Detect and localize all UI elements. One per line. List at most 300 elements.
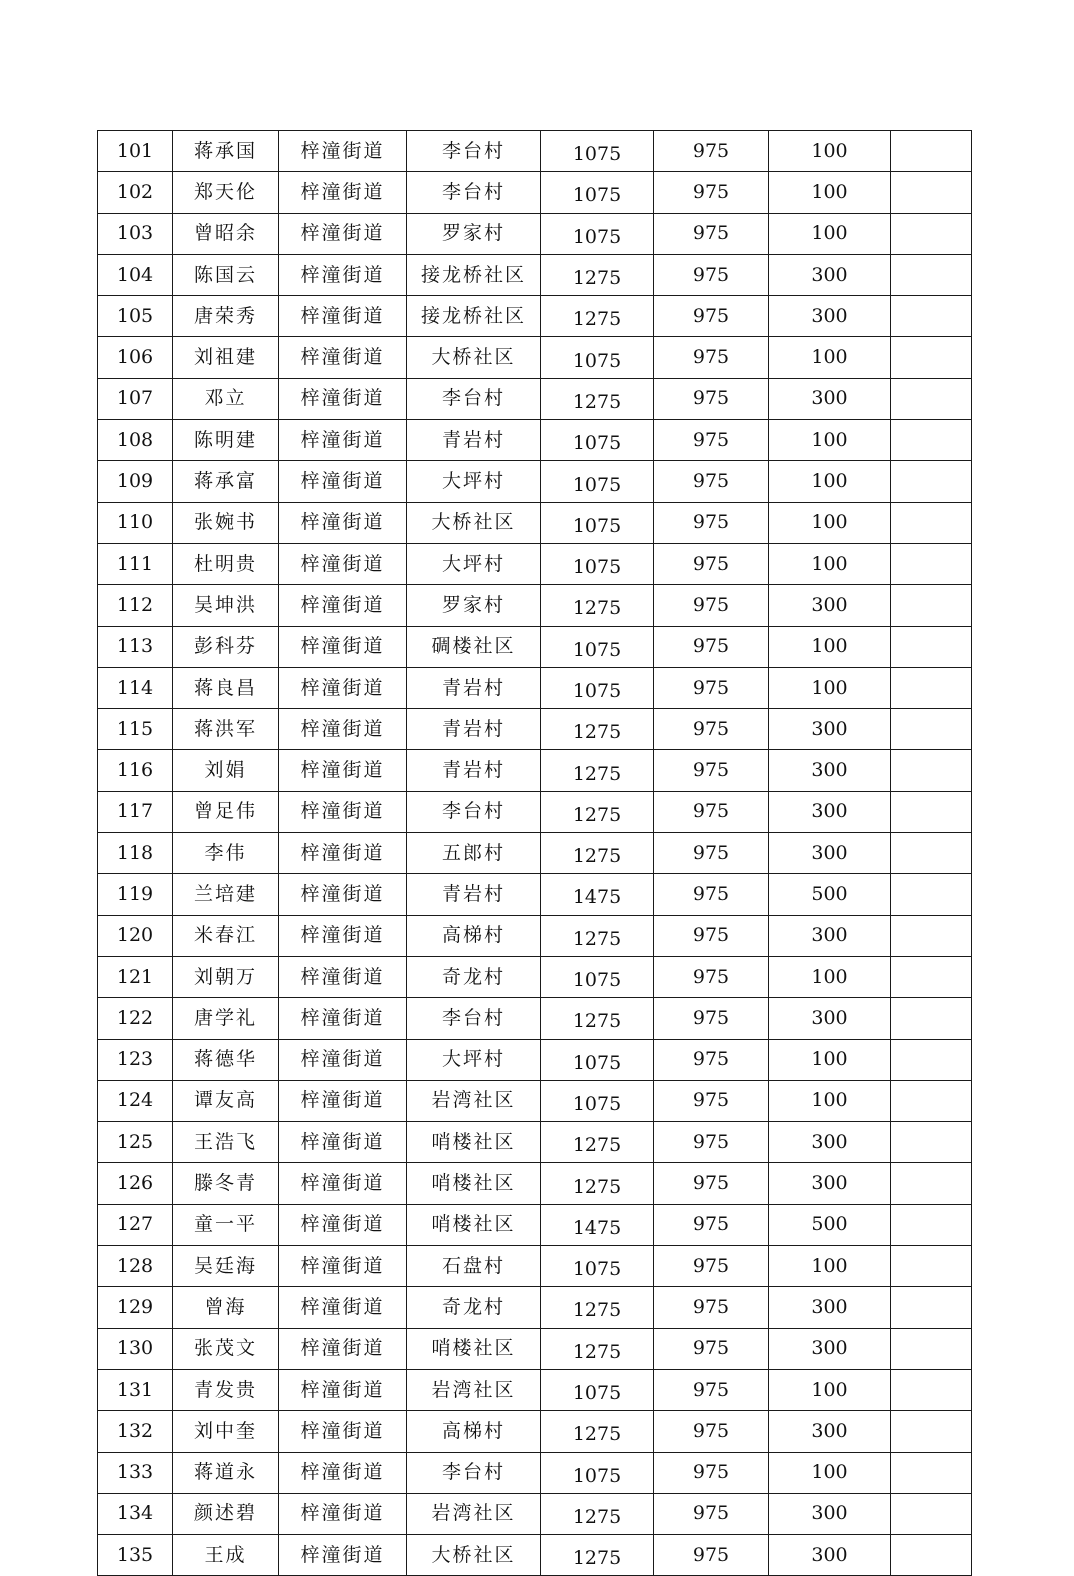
remark-cell (891, 1122, 972, 1163)
total-cell: 1275 (541, 1535, 654, 1576)
name-cell: 颜述碧 (173, 1493, 279, 1534)
roster-table (97, 130, 972, 1576)
index-cell: 127 (98, 1204, 173, 1245)
extra-cell: 300 (769, 1535, 891, 1576)
total-cell: 1075 (541, 420, 654, 461)
table-row (98, 461, 972, 502)
index-cell: 126 (98, 1163, 173, 1204)
base-cell: 975 (654, 1163, 769, 1204)
street-cell: 梓潼街道 (279, 172, 407, 213)
extra-cell: 100 (769, 956, 891, 997)
total-cell: 1275 (541, 750, 654, 791)
remark-cell (891, 1246, 972, 1287)
name-cell: 邓立 (173, 378, 279, 419)
village-cell: 高梯村 (407, 915, 541, 956)
index-cell: 109 (98, 461, 173, 502)
index-cell: 113 (98, 626, 173, 667)
total-cell: 1075 (541, 1080, 654, 1121)
base-cell: 975 (654, 667, 769, 708)
village-cell: 接龙桥社区 (407, 296, 541, 337)
table-row (98, 585, 972, 626)
base-cell: 975 (654, 1328, 769, 1369)
index-cell: 108 (98, 420, 173, 461)
base-cell: 975 (654, 1039, 769, 1080)
name-cell: 陈国云 (173, 254, 279, 295)
village-cell: 岩湾社区 (407, 1369, 541, 1410)
name-cell: 蒋洪军 (173, 709, 279, 750)
extra-cell: 100 (769, 502, 891, 543)
name-cell: 张茂文 (173, 1328, 279, 1369)
village-cell: 青岩村 (407, 667, 541, 708)
street-cell: 梓潼街道 (279, 956, 407, 997)
village-cell: 李台村 (407, 1452, 541, 1493)
table-row (98, 1287, 972, 1328)
remark-cell (891, 626, 972, 667)
street-cell: 梓潼街道 (279, 750, 407, 791)
remark-cell (891, 1287, 972, 1328)
base-cell: 975 (654, 337, 769, 378)
village-cell: 青岩村 (407, 874, 541, 915)
table-row (98, 1080, 972, 1121)
street-cell: 梓潼街道 (279, 1535, 407, 1576)
extra-cell: 100 (769, 213, 891, 254)
remark-cell (891, 709, 972, 750)
total-cell: 1075 (541, 626, 654, 667)
table-row (98, 1452, 972, 1493)
base-cell: 975 (654, 420, 769, 461)
name-cell: 曾昭余 (173, 213, 279, 254)
table-row (98, 502, 972, 543)
village-cell: 岩湾社区 (407, 1493, 541, 1534)
name-cell: 兰培建 (173, 874, 279, 915)
base-cell: 975 (654, 833, 769, 874)
table-body (98, 131, 972, 1576)
total-cell: 1075 (541, 131, 654, 172)
name-cell: 谭友高 (173, 1080, 279, 1121)
total-cell: 1075 (541, 956, 654, 997)
name-cell: 曾足伟 (173, 791, 279, 832)
village-cell: 青岩村 (407, 750, 541, 791)
base-cell: 975 (654, 172, 769, 213)
name-cell: 蒋良昌 (173, 667, 279, 708)
total-cell: 1275 (541, 1122, 654, 1163)
village-cell: 青岩村 (407, 420, 541, 461)
table-row (98, 709, 972, 750)
table-row (98, 1535, 972, 1576)
street-cell: 梓潼街道 (279, 998, 407, 1039)
remark-cell (891, 833, 972, 874)
extra-cell: 100 (769, 337, 891, 378)
total-cell: 1275 (541, 915, 654, 956)
table-row (98, 1493, 972, 1534)
table-row (98, 1246, 972, 1287)
index-cell: 118 (98, 833, 173, 874)
index-cell: 132 (98, 1411, 173, 1452)
extra-cell: 100 (769, 626, 891, 667)
base-cell: 975 (654, 543, 769, 584)
table-row (98, 1328, 972, 1369)
total-cell: 1075 (541, 543, 654, 584)
remark-cell (891, 585, 972, 626)
remark-cell (891, 543, 972, 584)
remark-cell (891, 378, 972, 419)
village-cell: 哨楼社区 (407, 1204, 541, 1245)
name-cell: 王浩飞 (173, 1122, 279, 1163)
total-cell: 1075 (541, 213, 654, 254)
total-cell: 1075 (541, 1452, 654, 1493)
base-cell: 975 (654, 750, 769, 791)
village-cell: 哨楼社区 (407, 1122, 541, 1163)
extra-cell: 100 (769, 543, 891, 584)
remark-cell (891, 131, 972, 172)
name-cell: 彭科芬 (173, 626, 279, 667)
total-cell: 1275 (541, 998, 654, 1039)
village-cell: 大坪村 (407, 543, 541, 584)
remark-cell (891, 874, 972, 915)
street-cell: 梓潼街道 (279, 915, 407, 956)
base-cell: 975 (654, 1246, 769, 1287)
total-cell: 1275 (541, 1163, 654, 1204)
index-cell: 122 (98, 998, 173, 1039)
base-cell: 975 (654, 254, 769, 295)
index-cell: 125 (98, 1122, 173, 1163)
base-cell: 975 (654, 1411, 769, 1452)
extra-cell: 300 (769, 833, 891, 874)
table-row (98, 420, 972, 461)
table-row (98, 1411, 972, 1452)
extra-cell: 100 (769, 1039, 891, 1080)
name-cell: 张婉书 (173, 502, 279, 543)
table-row (98, 1163, 972, 1204)
index-cell: 121 (98, 956, 173, 997)
base-cell: 975 (654, 915, 769, 956)
total-cell: 1275 (541, 833, 654, 874)
base-cell: 975 (654, 1080, 769, 1121)
table-row (98, 337, 972, 378)
remark-cell (891, 213, 972, 254)
table-row (98, 172, 972, 213)
remark-cell (891, 1411, 972, 1452)
base-cell: 975 (654, 213, 769, 254)
total-cell: 1475 (541, 1204, 654, 1245)
village-cell: 五郎村 (407, 833, 541, 874)
remark-cell (891, 1080, 972, 1121)
total-cell: 1075 (541, 1246, 654, 1287)
total-cell: 1075 (541, 337, 654, 378)
index-cell: 101 (98, 131, 173, 172)
extra-cell: 100 (769, 1369, 891, 1410)
village-cell: 李台村 (407, 998, 541, 1039)
extra-cell: 300 (769, 709, 891, 750)
village-cell: 碉楼社区 (407, 626, 541, 667)
extra-cell: 300 (769, 791, 891, 832)
name-cell: 刘娟 (173, 750, 279, 791)
village-cell: 大桥社区 (407, 1535, 541, 1576)
total-cell: 1275 (541, 378, 654, 419)
total-cell: 1275 (541, 1328, 654, 1369)
index-cell: 107 (98, 378, 173, 419)
remark-cell (891, 296, 972, 337)
remark-cell (891, 420, 972, 461)
index-cell: 123 (98, 1039, 173, 1080)
table-row (98, 1122, 972, 1163)
table-row (98, 667, 972, 708)
village-cell: 哨楼社区 (407, 1163, 541, 1204)
name-cell: 杜明贵 (173, 543, 279, 584)
index-cell: 106 (98, 337, 173, 378)
index-cell: 131 (98, 1369, 173, 1410)
street-cell: 梓潼街道 (279, 1411, 407, 1452)
index-cell: 128 (98, 1246, 173, 1287)
street-cell: 梓潼街道 (279, 833, 407, 874)
remark-cell (891, 1328, 972, 1369)
extra-cell: 300 (769, 915, 891, 956)
village-cell: 李台村 (407, 791, 541, 832)
base-cell: 975 (654, 998, 769, 1039)
extra-cell: 300 (769, 998, 891, 1039)
name-cell: 青发贵 (173, 1369, 279, 1410)
index-cell: 102 (98, 172, 173, 213)
remark-cell (891, 791, 972, 832)
extra-cell: 300 (769, 1122, 891, 1163)
street-cell: 梓潼街道 (279, 709, 407, 750)
name-cell: 郑天伦 (173, 172, 279, 213)
table-row (98, 213, 972, 254)
name-cell: 曾海 (173, 1287, 279, 1328)
remark-cell (891, 1163, 972, 1204)
village-cell: 哨楼社区 (407, 1328, 541, 1369)
index-cell: 124 (98, 1080, 173, 1121)
table-row (98, 915, 972, 956)
remark-cell (891, 1369, 972, 1410)
street-cell: 梓潼街道 (279, 874, 407, 915)
table-row (98, 131, 972, 172)
remark-cell (891, 337, 972, 378)
base-cell: 975 (654, 585, 769, 626)
index-cell: 112 (98, 585, 173, 626)
street-cell: 梓潼街道 (279, 213, 407, 254)
street-cell: 梓潼街道 (279, 667, 407, 708)
street-cell: 梓潼街道 (279, 1163, 407, 1204)
total-cell: 1075 (541, 667, 654, 708)
base-cell: 975 (654, 1493, 769, 1534)
remark-cell (891, 915, 972, 956)
remark-cell (891, 1535, 972, 1576)
base-cell: 975 (654, 1204, 769, 1245)
street-cell: 梓潼街道 (279, 420, 407, 461)
base-cell: 975 (654, 461, 769, 502)
street-cell: 梓潼街道 (279, 1493, 407, 1534)
remark-cell (891, 750, 972, 791)
street-cell: 梓潼街道 (279, 461, 407, 502)
street-cell: 梓潼街道 (279, 502, 407, 543)
extra-cell: 300 (769, 1493, 891, 1534)
remark-cell (891, 1039, 972, 1080)
street-cell: 梓潼街道 (279, 131, 407, 172)
village-cell: 高梯村 (407, 1411, 541, 1452)
total-cell: 1075 (541, 1369, 654, 1410)
total-cell: 1475 (541, 874, 654, 915)
street-cell: 梓潼街道 (279, 337, 407, 378)
remark-cell (891, 1204, 972, 1245)
remark-cell (891, 956, 972, 997)
index-cell: 103 (98, 213, 173, 254)
extra-cell: 100 (769, 1080, 891, 1121)
index-cell: 114 (98, 667, 173, 708)
street-cell: 梓潼街道 (279, 1122, 407, 1163)
total-cell: 1275 (541, 1411, 654, 1452)
table-row (98, 998, 972, 1039)
extra-cell: 300 (769, 296, 891, 337)
base-cell: 975 (654, 296, 769, 337)
index-cell: 104 (98, 254, 173, 295)
index-cell: 133 (98, 1452, 173, 1493)
name-cell: 童一平 (173, 1204, 279, 1245)
table-row (98, 750, 972, 791)
remark-cell (891, 998, 972, 1039)
village-cell: 奇龙村 (407, 1287, 541, 1328)
street-cell: 梓潼街道 (279, 1328, 407, 1369)
index-cell: 135 (98, 1535, 173, 1576)
index-cell: 130 (98, 1328, 173, 1369)
index-cell: 111 (98, 543, 173, 584)
extra-cell: 300 (769, 254, 891, 295)
base-cell: 975 (654, 956, 769, 997)
street-cell: 梓潼街道 (279, 1080, 407, 1121)
name-cell: 蒋承国 (173, 131, 279, 172)
remark-cell (891, 254, 972, 295)
village-cell: 石盘村 (407, 1246, 541, 1287)
street-cell: 梓潼街道 (279, 585, 407, 626)
base-cell: 975 (654, 709, 769, 750)
extra-cell: 300 (769, 378, 891, 419)
street-cell: 梓潼街道 (279, 543, 407, 584)
remark-cell (891, 1493, 972, 1534)
extra-cell: 300 (769, 1163, 891, 1204)
name-cell: 滕冬青 (173, 1163, 279, 1204)
table-row (98, 956, 972, 997)
total-cell: 1275 (541, 1287, 654, 1328)
remark-cell (891, 667, 972, 708)
extra-cell: 100 (769, 1246, 891, 1287)
index-cell: 116 (98, 750, 173, 791)
index-cell: 134 (98, 1493, 173, 1534)
base-cell: 975 (654, 131, 769, 172)
table-row (98, 626, 972, 667)
base-cell: 975 (654, 378, 769, 419)
village-cell: 大坪村 (407, 1039, 541, 1080)
extra-cell: 100 (769, 131, 891, 172)
name-cell: 吴坤洪 (173, 585, 279, 626)
index-cell: 129 (98, 1287, 173, 1328)
total-cell: 1275 (541, 254, 654, 295)
base-cell: 975 (654, 1452, 769, 1493)
remark-cell (891, 461, 972, 502)
name-cell: 李伟 (173, 833, 279, 874)
name-cell: 米春江 (173, 915, 279, 956)
name-cell: 陈明建 (173, 420, 279, 461)
street-cell: 梓潼街道 (279, 1246, 407, 1287)
street-cell: 梓潼街道 (279, 1369, 407, 1410)
street-cell: 梓潼街道 (279, 378, 407, 419)
remark-cell (891, 502, 972, 543)
table-row (98, 874, 972, 915)
table-row (98, 296, 972, 337)
extra-cell: 300 (769, 585, 891, 626)
street-cell: 梓潼街道 (279, 1452, 407, 1493)
table-row (98, 254, 972, 295)
extra-cell: 100 (769, 420, 891, 461)
table-row (98, 378, 972, 419)
name-cell: 唐荣秀 (173, 296, 279, 337)
table-row (98, 1204, 972, 1245)
street-cell: 梓潼街道 (279, 1039, 407, 1080)
table-row (98, 791, 972, 832)
base-cell: 975 (654, 1287, 769, 1328)
total-cell: 1075 (541, 1039, 654, 1080)
base-cell: 975 (654, 502, 769, 543)
name-cell: 蒋德华 (173, 1039, 279, 1080)
extra-cell: 500 (769, 1204, 891, 1245)
base-cell: 975 (654, 874, 769, 915)
village-cell: 李台村 (407, 131, 541, 172)
village-cell: 大桥社区 (407, 337, 541, 378)
base-cell: 975 (654, 1122, 769, 1163)
base-cell: 975 (654, 1369, 769, 1410)
name-cell: 吴廷海 (173, 1246, 279, 1287)
total-cell: 1075 (541, 502, 654, 543)
village-cell: 奇龙村 (407, 956, 541, 997)
total-cell: 1075 (541, 172, 654, 213)
name-cell: 刘中奎 (173, 1411, 279, 1452)
extra-cell: 100 (769, 667, 891, 708)
index-cell: 117 (98, 791, 173, 832)
index-cell: 110 (98, 502, 173, 543)
name-cell: 蒋道永 (173, 1452, 279, 1493)
table-row (98, 1369, 972, 1410)
extra-cell: 300 (769, 1287, 891, 1328)
street-cell: 梓潼街道 (279, 296, 407, 337)
name-cell: 刘朝万 (173, 956, 279, 997)
remark-cell (891, 172, 972, 213)
extra-cell: 300 (769, 1411, 891, 1452)
remark-cell (891, 1452, 972, 1493)
index-cell: 119 (98, 874, 173, 915)
name-cell: 王成 (173, 1535, 279, 1576)
name-cell: 刘祖建 (173, 337, 279, 378)
village-cell: 青岩村 (407, 709, 541, 750)
village-cell: 罗家村 (407, 585, 541, 626)
street-cell: 梓潼街道 (279, 254, 407, 295)
table-row (98, 833, 972, 874)
village-cell: 李台村 (407, 378, 541, 419)
index-cell: 120 (98, 915, 173, 956)
name-cell: 唐学礼 (173, 998, 279, 1039)
street-cell: 梓潼街道 (279, 791, 407, 832)
total-cell: 1275 (541, 709, 654, 750)
extra-cell: 300 (769, 750, 891, 791)
street-cell: 梓潼街道 (279, 1287, 407, 1328)
base-cell: 975 (654, 791, 769, 832)
index-cell: 115 (98, 709, 173, 750)
total-cell: 1075 (541, 461, 654, 502)
street-cell: 梓潼街道 (279, 1204, 407, 1245)
village-cell: 大坪村 (407, 461, 541, 502)
extra-cell: 100 (769, 461, 891, 502)
total-cell: 1275 (541, 296, 654, 337)
base-cell: 975 (654, 1535, 769, 1576)
name-cell: 蒋承富 (173, 461, 279, 502)
